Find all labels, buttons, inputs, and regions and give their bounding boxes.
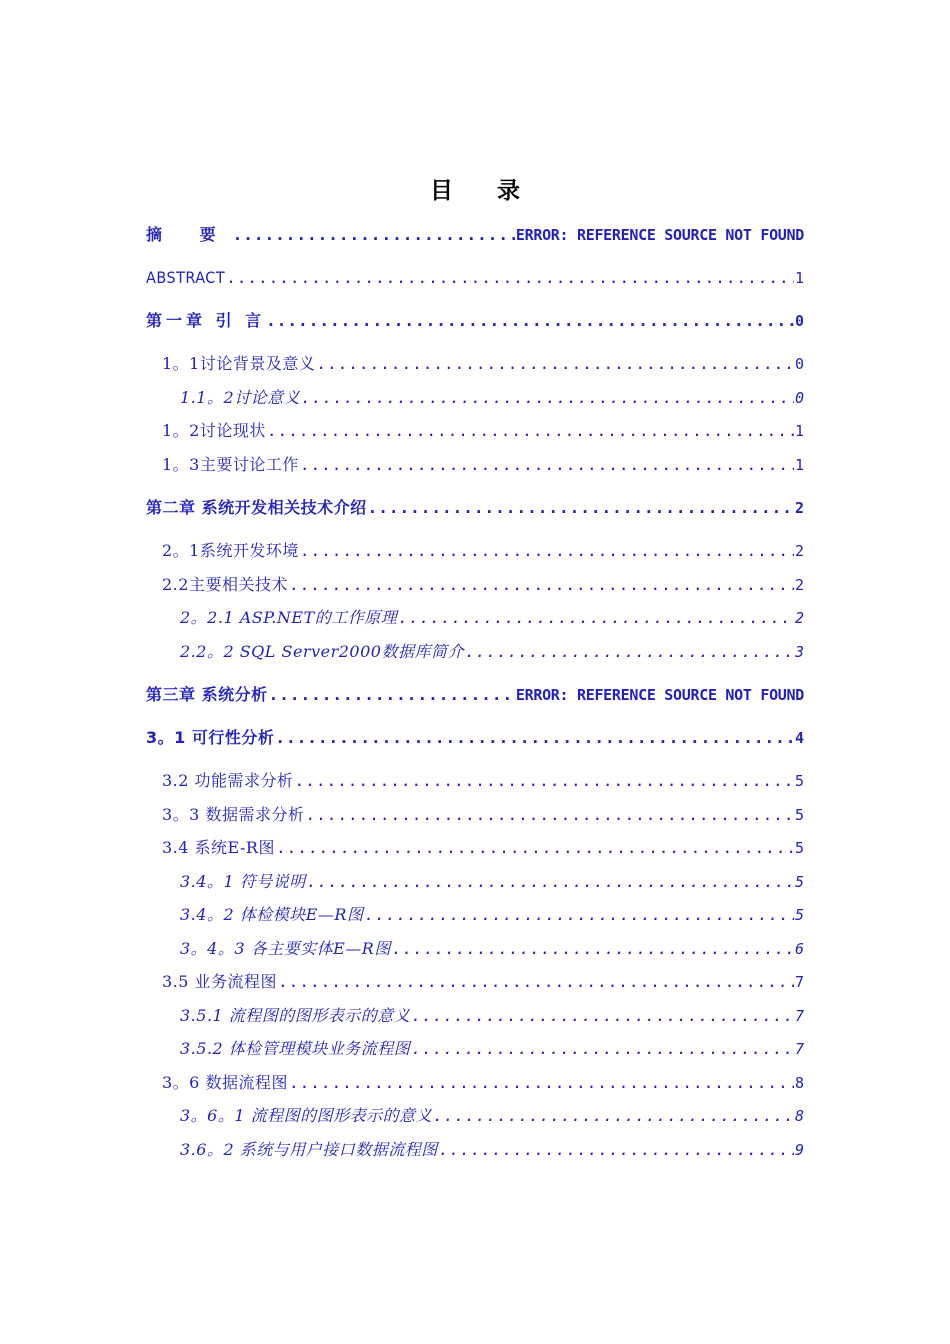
toc-page-number: 1 — [794, 456, 804, 474]
toc-leader — [433, 1105, 794, 1127]
toc-entry-label: 2.2。2 SQL Server2000数据库简介 — [180, 642, 464, 661]
toc-entry-2-2[interactable] — [162, 574, 804, 596]
toc-leader — [392, 938, 794, 960]
toc-leader — [289, 574, 794, 596]
toc-page-number: 2 — [794, 542, 804, 560]
toc-entry-chapter-1[interactable] — [146, 310, 804, 332]
toc-page-number: 2 — [794, 576, 804, 594]
toc-leader — [411, 1005, 794, 1027]
toc-page-number: ERROR: REFERENCE SOURCE NOT FOUND — [515, 226, 804, 244]
toc-page-number: ERROR: REFERENCE SOURCE NOT FOUND — [515, 686, 804, 704]
toc-entry-3-5-2[interactable] — [180, 1038, 804, 1060]
toc-entry-label: 3。1 可行性分析 — [146, 728, 275, 747]
toc-page-number: 5 — [794, 772, 804, 790]
toc-page-number: 7 — [794, 1007, 804, 1025]
toc-entry-3-4-2[interactable] — [180, 904, 804, 926]
toc-leader — [439, 1139, 794, 1161]
toc-leader — [398, 607, 794, 629]
toc-entry-label: 1.1。2讨论意义 — [180, 388, 301, 407]
toc-page-number: 2 — [794, 609, 804, 627]
toc-entry-chapter-2[interactable] — [146, 497, 804, 519]
toc-entry-label: 第一章 引 言 — [146, 311, 266, 330]
toc-page-number: 1 — [794, 269, 804, 287]
toc-leader — [233, 224, 515, 246]
toc-page-number: 6 — [794, 940, 804, 958]
toc-entry-3-1[interactable] — [146, 727, 804, 749]
toc-page-number: 5 — [794, 839, 804, 857]
toc-entry-2-2-1[interactable] — [180, 607, 804, 629]
toc-entry-abstract-cn[interactable] — [146, 224, 804, 246]
toc-page-number: 1 — [794, 422, 804, 440]
toc-leader — [289, 1072, 794, 1094]
toc-page-number: 5 — [794, 873, 804, 891]
toc-page-number: 0 — [794, 355, 804, 373]
toc-entry-label: 3.6。2 系统与用户接口数据流程图 — [180, 1140, 438, 1159]
toc-leader — [275, 727, 794, 749]
toc-entry-label: 3.4 系统E-R图 — [162, 838, 275, 857]
toc-page-number: 0 — [794, 312, 804, 330]
toc-entry-label: 3.5.2 体检管理模块业务流程图 — [180, 1039, 411, 1058]
toc-leader — [301, 387, 794, 409]
toc-leader — [278, 971, 794, 993]
toc-entry-label: 3.4。2 体检模块E—R图 — [180, 905, 364, 924]
toc-leader — [267, 420, 794, 442]
toc-page-number: 0 — [794, 389, 804, 407]
toc-entry-abstract-en[interactable] — [146, 267, 804, 289]
toc-leader — [300, 540, 794, 562]
toc-entry-label: 2。2.1 ASP.NET的工作原理 — [180, 608, 398, 627]
toc-leader — [368, 497, 794, 519]
toc-entry-1-1[interactable] — [162, 353, 804, 375]
toc-page-number: 5 — [794, 906, 804, 924]
toc-entry-label: 第三章 系统分析 — [146, 685, 268, 704]
toc-page-number: 4 — [794, 729, 804, 747]
toc-leader — [316, 353, 794, 375]
toc-entry-label: 3.4。1 符号说明 — [180, 872, 306, 891]
toc-entry-label: 3.5 业务流程图 — [162, 972, 278, 991]
toc-entry-label: 1。3主要讨论工作 — [162, 455, 299, 474]
toc-entry-label: 1。2讨论现状 — [162, 421, 266, 440]
toc-entry-3-3[interactable] — [162, 804, 804, 826]
toc-entry-3-4[interactable] — [162, 837, 804, 859]
toc-entry-label: 3.2 功能需求分析 — [162, 771, 294, 790]
toc-leader — [305, 804, 794, 826]
toc-entry-1-1-2[interactable] — [180, 387, 804, 409]
toc-entry-label: ABSTRACT — [146, 268, 226, 287]
toc-entry-2-2-2[interactable] — [180, 641, 804, 663]
toc-title: 目 录 — [429, 178, 538, 204]
toc-entry-chapter-3[interactable] — [146, 684, 804, 706]
toc-entry-1-2[interactable] — [162, 420, 804, 442]
toc-leader — [411, 1038, 794, 1060]
toc-entry-label: 3.5.1 流程图的图形表示的意义 — [180, 1006, 411, 1025]
toc-entry-3-4-3[interactable] — [180, 938, 804, 960]
toc-leader — [465, 641, 794, 663]
toc-entry-label: 1。1讨论背景及意义 — [162, 354, 316, 373]
toc-leader — [307, 871, 794, 893]
toc-entry-label: 3。4。3 各主要实体E—R图 — [180, 939, 391, 958]
toc-entry-3-5[interactable] — [162, 971, 804, 993]
toc-page-number: 9 — [794, 1141, 804, 1159]
toc-entry-3-6-2[interactable] — [180, 1139, 804, 1161]
toc-leader — [364, 904, 794, 926]
toc-page-number: 7 — [794, 973, 804, 991]
toc-entry-label: 摘 要 — [146, 225, 232, 244]
toc-leader — [226, 267, 794, 289]
toc-page-number: 8 — [794, 1107, 804, 1125]
toc-page-number: 8 — [794, 1074, 804, 1092]
toc-entry-label: 3。6 数据流程图 — [162, 1073, 288, 1092]
toc-page-number: 3 — [794, 643, 804, 661]
toc-entry-3-6[interactable] — [162, 1072, 804, 1094]
toc-entry-label: 3。3 数据需求分析 — [162, 805, 305, 824]
toc-page-number: 7 — [794, 1040, 804, 1058]
toc-page-number: 5 — [794, 806, 804, 824]
toc-leader — [300, 454, 794, 476]
toc-entry-label: 3。6。1 流程图的图形表示的意义 — [180, 1106, 433, 1125]
toc-entry-1-3[interactable] — [162, 454, 804, 476]
toc-entry-label: 第二章 系统开发相关技术介绍 — [146, 498, 367, 517]
toc-entry-3-2[interactable] — [162, 770, 804, 792]
toc-entry-2-1[interactable] — [162, 540, 804, 562]
toc-leader — [276, 837, 794, 859]
toc-entry-label: 2.2主要相关技术 — [162, 575, 288, 594]
toc-leader — [269, 684, 515, 706]
toc-entry-3-4-1[interactable] — [180, 871, 804, 893]
toc-page-number: 2 — [794, 499, 804, 517]
toc-entry-3-6-1[interactable] — [180, 1105, 804, 1127]
toc-entry-3-5-1[interactable] — [180, 1005, 804, 1027]
toc-leader — [295, 770, 794, 792]
toc-entry-label: 2。1系统开发环境 — [162, 541, 299, 560]
toc-leader — [266, 310, 794, 332]
